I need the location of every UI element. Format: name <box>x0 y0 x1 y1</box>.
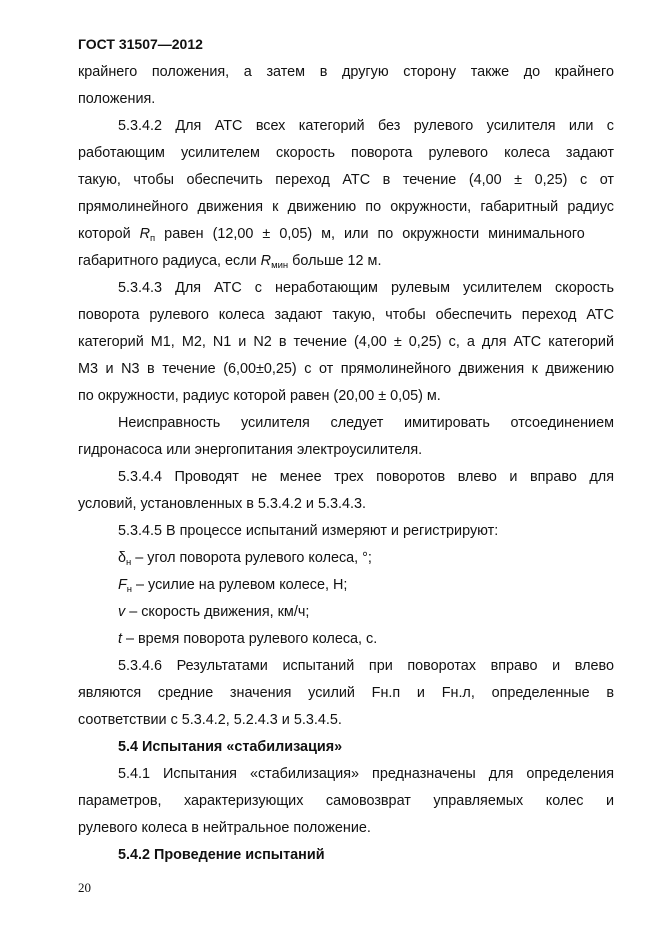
text-line: прямолинейного движения к движению по окружности, габаритный радиус <box>78 199 614 215</box>
text-line: 5.3.4.3 Для АТС с неработающим рулевым усилителем скорость <box>118 280 614 296</box>
text-line: рулевого колеса в нейтральное положение. <box>78 820 371 836</box>
text-line: по окружности, радиус которой равен (20,00 ± 0,05) м. <box>78 388 441 404</box>
text-line: параметров, характеризующих самовозврат управляемых колес и <box>78 793 614 809</box>
text-line: габаритного радиуса, если $R_{мин}$ больше 12 м. <box>78 253 382 271</box>
standard-header: ГОСТ 31507—2012 <box>78 36 203 52</box>
text-line: такую, чтобы обеспечить переход АТС в течение (4,00 ± 0,25) с от <box>78 172 614 188</box>
page-number: 20 <box>78 880 91 895</box>
text-line: которой $R_п$ равен (12,00 ± 0,05) м, или по окружности минимального <box>78 226 585 244</box>
text-line: работающим усилителем скорость поворота рулевого колеса задают <box>78 145 614 161</box>
text-line: М3 и N3 в течение (6,00±0,25) с от прямолинейного движения к движению <box>78 361 614 377</box>
text-line: являются средние значения усилий Fн.п и Fн.л, определенные в <box>78 685 614 701</box>
section-heading: 5.4 Испытания «стабилизация» <box>118 739 343 755</box>
list-item: $\delta_н$ – угол поворота рулевого колеса, °; <box>118 550 372 568</box>
subsection-heading: 5.4.2 Проведение испытаний <box>118 847 325 863</box>
text-line: 5.3.4.2 Для АТС всех категорий без рулевого усилителя или с <box>118 118 614 134</box>
text-line: 5.3.4.5 В процессе испытаний измеряют и регистрируют: <box>118 523 499 539</box>
text-line: Неисправность усилителя следует имитировать отсоединением <box>118 415 614 431</box>
text-line: поворота рулевого колеса задают такую, чтобы обеспечить переход АТС <box>78 307 614 323</box>
text-line: соответствии с 5.3.4.2, 5.2.4.3 и 5.3.4.5. <box>78 712 342 728</box>
text-line: 5.4.1 Испытания «стабилизация» предназначены для определения <box>118 766 614 782</box>
text-line: 5.3.4.4 Проводят не менее трех поворотов влево и вправо для <box>118 469 614 485</box>
text-line: крайнего положения, а затем в другую сторону также до крайнего <box>78 64 614 80</box>
text-line: положения. <box>78 91 156 107</box>
text-line: гидронасоса или энергопитания электроусилителя. <box>78 442 423 458</box>
text-line: условий, установленных в 5.3.4.2 и 5.3.4.3. <box>78 496 366 512</box>
list-item: t – время поворота рулевого колеса, с. <box>118 631 378 647</box>
list-item: v – скорость движения, км/ч; <box>118 604 310 620</box>
list-item: $F_н$ – усилие на рулевом колесе, Н; <box>118 577 348 595</box>
text-line: категорий М1, М2, N1 и N2 в течение (4,00 ± 0,25) с, а для АТС категорий <box>78 334 614 350</box>
text-line: 5.3.4.6 Результатами испытаний при поворотах вправо и влево <box>118 658 614 674</box>
